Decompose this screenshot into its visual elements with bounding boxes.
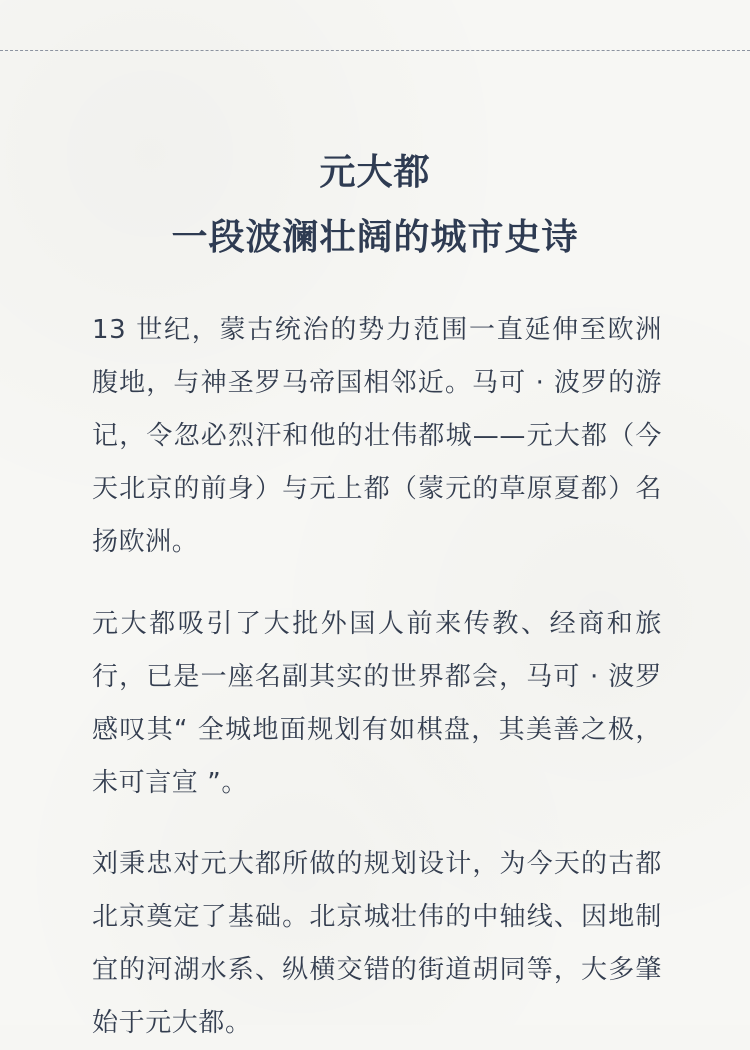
- paragraph-3: 刘秉忠对元大都所做的规划设计，为今天的古都北京奠定了基础。北京城壮伟的中轴线、因地制宜的河湖水系、纵横交错的街道胡同等，大多肇始于元大都。: [92, 849, 662, 1038]
- paragraph-1: 13 世纪，蒙古统治的势力范围一直延伸至欧洲腹地，与神圣罗马帝国相邻近。马可 · 波罗的游记，令忽必烈汗和他的壮伟都城——元大都（今天北京的前身）与元上都（蒙元的草原夏都）名扬欧洲。: [92, 315, 662, 557]
- dashed-divider: [0, 50, 750, 51]
- article-title: 元大都: [319, 151, 431, 193]
- paragraph-2: 元大都吸引了大批外国人前来传教、经商和旅行，已是一座名副其实的世界都会，马可 · 波罗感叹其“ 全城地面规划有如棋盘，其美善之极，未可言宣 ”。: [92, 609, 662, 798]
- article-subtitle: 一段波澜壮阔的城市史诗: [171, 216, 579, 258]
